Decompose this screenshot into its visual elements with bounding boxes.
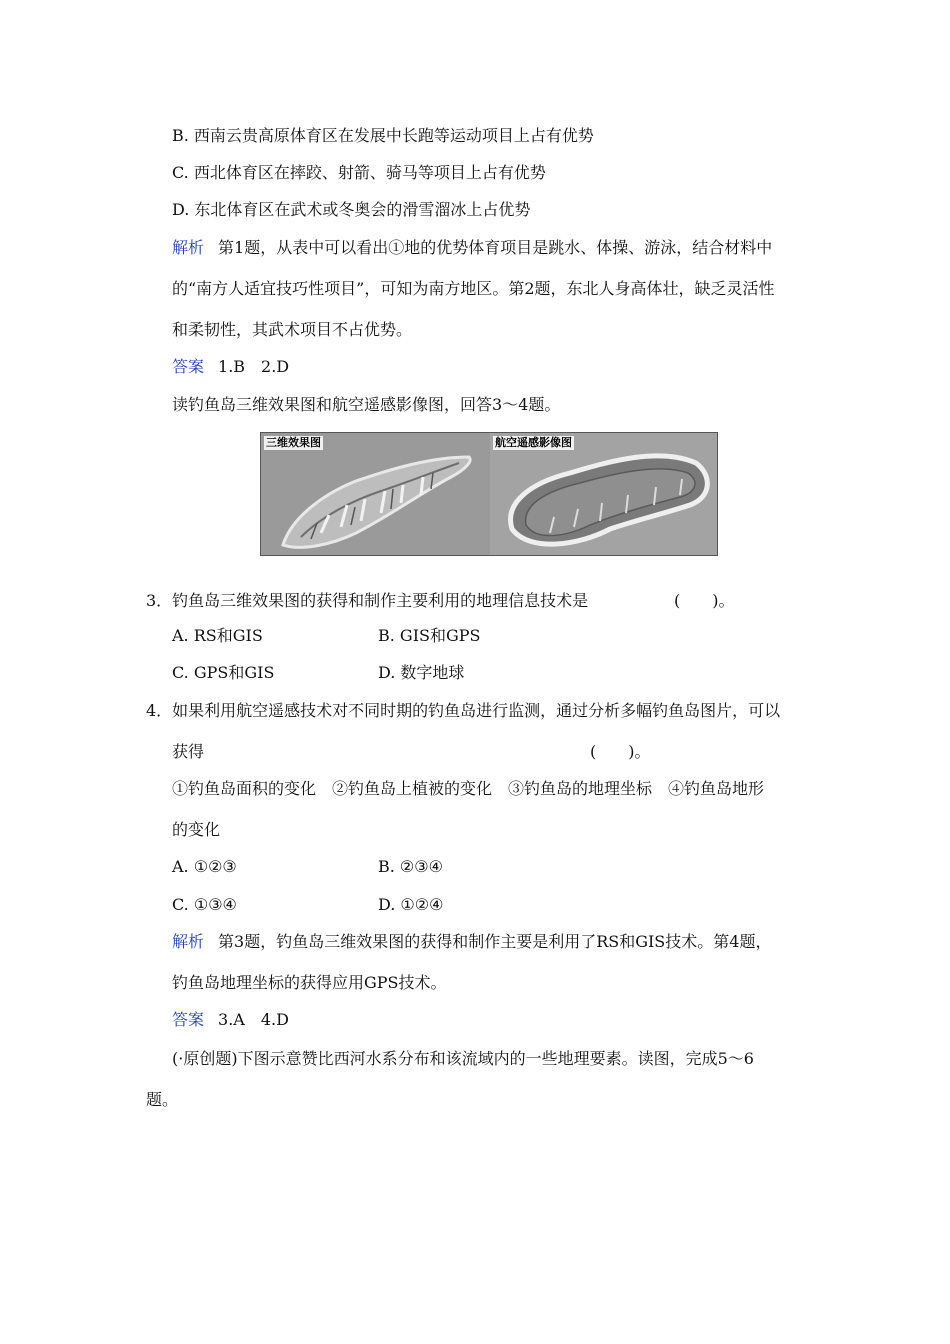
question-4-option-b: B. ②③④ [378,857,443,876]
question-3-option-d: D. 数字地球 [378,663,465,682]
question-4-items-line1: ①钓鱼岛面积的变化 ②钓鱼岛上植被的变化 ③钓鱼岛的地理坐标 ④钓鱼岛地形 [172,779,765,798]
analysis-text: 第1题，从表中可以看出①地的优势体育项目是跳水、体操、游泳，结合材料中 [218,238,773,257]
analysis-1-line1 [172,238,772,258]
option-d: D. 东北体育区在武术或冬奥会的滑雪溜冰上占优势 [172,200,531,219]
answer-1 [172,357,289,377]
analysis-text: 第3题，钓鱼岛三维效果图的获得和制作主要是利用了RS和GIS技术。第4题， [218,932,772,951]
question-3-option-c: C. GPS和GIS [172,663,275,682]
island-3d-image [261,433,490,556]
analysis-label: 解析 [172,238,205,257]
analysis-1-line3: 和柔韧性，其武术项目不占优势。 [172,320,413,339]
question-4-stem-line2: 获得 [172,742,205,761]
analysis-label: 解析 [172,932,205,951]
question-3-paren: ( )。 [674,591,735,610]
question-4-stem-line1: 4．如果利用航空遥感技术对不同时期的钓鱼岛进行监测，通过分析多幅钓鱼岛图片，可以 [146,701,781,720]
option-b: B. 西南云贵高原体育区在发展中长跑等运动项目上占有优势 [172,126,594,145]
question-4-option-a: A. ①②③ [172,857,237,876]
analysis-2-line1 [172,932,771,952]
question-4-items-line2: 的变化 [172,820,221,839]
answer-2 [172,1010,289,1030]
3d-view-label: 三维效果图 [266,436,321,449]
intro-3-4: 读钓鱼岛三维效果图和航空遥感影像图，回答3～4题。 [172,395,561,414]
3d-view-panel [261,433,490,555]
answer-text: 1.B 2.D [218,357,290,376]
question-3-option-a: A. RS和GIS [172,626,263,645]
question-4-paren: ( )。 [590,742,651,761]
question-3-stem: 3．钓鱼岛三维效果图的获得和制作主要利用的地理信息技术是 [146,591,589,610]
question-4-option-c: C. ①③④ [172,895,237,914]
answer-label: 答案 [172,357,205,376]
island-aerial-image [490,433,718,556]
island-figure [260,432,718,556]
aerial-image-panel [490,433,718,555]
answer-text: 3.A 4.D [218,1010,289,1029]
question-3-option-b: B. GIS和GPS [378,626,481,645]
analysis-1-line2: 的“南方人适宜技巧性项目”，可知为南方地区。第2题，东北人身高体壮，缺乏灵活性 [172,279,775,298]
option-c: C. 西北体育区在摔跤、射箭、骑马等项目上占有优势 [172,163,546,182]
answer-label: 答案 [172,1010,205,1029]
analysis-2-line2: 钓鱼岛地理坐标的获得应用GPS技术。 [172,973,447,992]
intro-5-6-line1: (·原创题)下图示意赞比西河水系分布和该流域内的一些地理要素。读图，完成5～6 [172,1049,754,1068]
aerial-image-label: 航空遥感影像图 [495,436,572,449]
question-4-option-d: D. ①②④ [378,895,444,914]
intro-5-6-line2: 题。 [146,1090,179,1109]
